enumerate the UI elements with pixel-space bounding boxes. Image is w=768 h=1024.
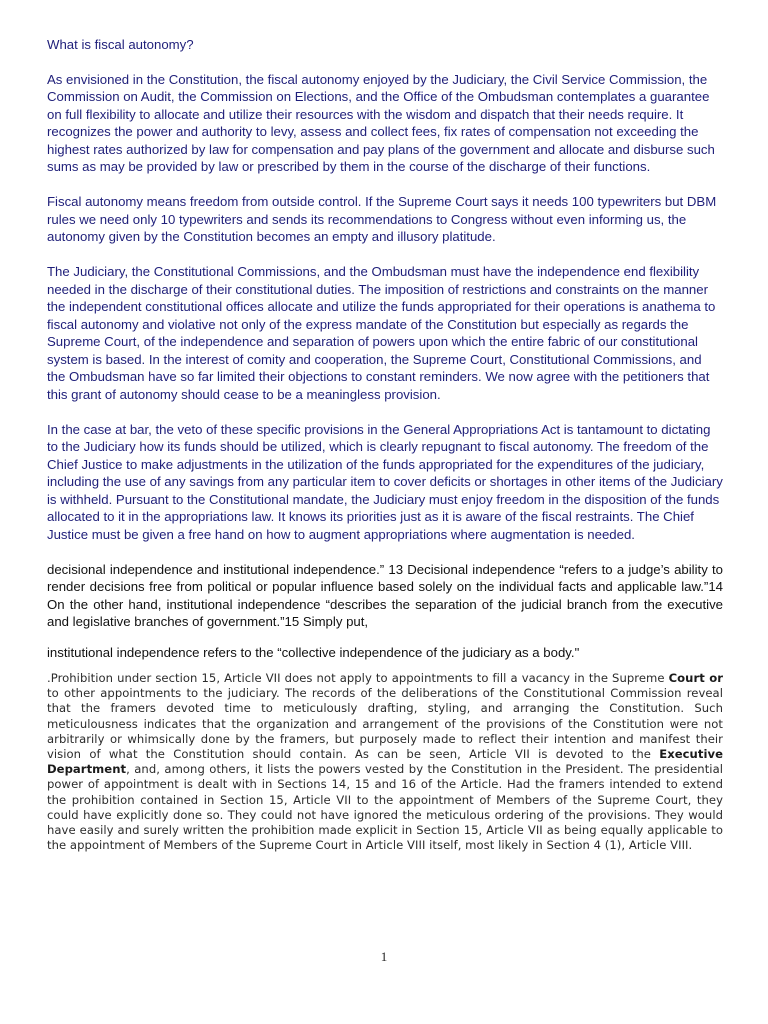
prohibition-text-3: , and, among others, it lists the powers vested by the Constitution in the President. The presidential power of appointment is dealt with in Sections 14, 15 and 16 of the Article. Had the framers intended to extend the prohibition contained in Section 15, Article VII to the appointment of Members of the Supreme Court, they could have explicitly done so. They could not have ignored the meticulous ordering of the provisions. They would have easily and surely written the prohibition made explicit in Section 15, Article VII as being equally applicable to the appointment of Members of the Supreme Court in Article VIII itself, most likely in Section 4 (1), Article VIII. <box>47 762 723 853</box>
page-number: 1 <box>380 949 388 964</box>
prohibition-text-2: to other appointments to the judiciary. The records of the deliberations of the Constitutional Commission reveal that the framers devoted time to meticulously drafting, styling, and arranging the Constitution. Such meticulousness indicates that the organization and arrangement of the provisions of the Constitution were not arbitrarily or whimsically done by the framers, but purposely made to reflect their intention and manifest their vision of what the Constitution should contain. As can be seen, Article VII is devoted to the <box>47 686 723 762</box>
paragraph-prohibition-section-15 <box>47 671 723 853</box>
prohibition-bold-court: Court or <box>668 671 724 685</box>
paragraph-freedom-from-control: Fiscal autonomy means freedom from outside control. If the Supreme Court says it needs 100 typewriters but DBM rules we need only 10 typewriters and sends its recommendations to Congress without even informing us, the autonomy given by the Constitution becomes an empty and illusory platitude. <box>47 194 717 244</box>
prohibition-bold-executive: Executive Department <box>47 747 723 777</box>
paragraph-decisional-independence: decisional independence and institutional independence.” 13 Decisional independence “refers to a judge’s ability to render decisions free from political or popular influence based solely on the individual facts and applicable law.”14 On the other hand, institutional independence “describes the separation of the judicial branch from the executive and legislative branches of government.”15 Simply put, <box>47 561 723 629</box>
paragraph-case-at-bar: In the case at bar, the veto of these specific provisions in the General Appropriations Act is tantamount to dictating to the Judiciary how its funds should be utilized, which is clearly repugnant to fiscal autonomy. The freedom of the Chief Justice to make adjustments in the utilization of the funds appropriated for the expenditures of the judiciary, including the use of any savings from any particular item to cover deficits or shortages in other items of the Judiciary is withheld. Pursuant to the Constitutional mandate, the Judiciary must enjoy freedom in the disposition of the funds allocated to it in the appropriations law. It knows its priorities just as it is aware of the fiscal restraints. The Chief Justice must be given a free hand on how to augment appropriations where augmentation is needed. <box>47 421 723 542</box>
paragraph-institutional-independence: institutional independence refers to the “collective independence of the judiciary as a body." <box>47 644 580 660</box>
prohibition-text-1: .Prohibition under section 15, Article VII does not apply to appointments to fill a vacancy in the Supreme <box>47 671 669 685</box>
paragraph-fiscal-autonomy-definition: As envisioned in the Constitution, the fiscal autonomy enjoyed by the Judiciary, the Civil Service Commission, the Commission on Audit, the Commission on Elections, and the Office of the Ombudsman contemplates a guarantee on full flexibility to allocate and utilize their resources with the wisdom and dispatch that their needs require. It recognizes the power and authority to levy, assess and collect fees, fix rates of compensation not exceeding the highest rates authorized by law for compensation and pay plans of the government and allocate and disburse such sums as may be provided by law or prescribed by them in the course of the discharge of their functions. <box>47 71 715 174</box>
question-heading: What is fiscal autonomy? <box>47 37 194 52</box>
paragraph-independence-flexibility: The Judiciary, the Constitutional Commissions, and the Ombudsman must have the independence end flexibility needed in the discharge of their constitutional duties. The imposition of restrictions and constraints on the manner the independent constitutional offices allocate and utilize the funds appropriated for their operations is anathema to fiscal autonomy and violative not only of the express mandate of the Constitution but especially as regards the Supreme Court, of the independence and separation of powers upon which the entire fabric of our constitutional system is based. In the interest of comity and cooperation, the Supreme Court, Constitutional Commissions, and the Ombudsman have so far limited their objections to constant reminders. We now agree with the petitioners that this grant of autonomy should cease to be a meaningless provision. <box>47 264 716 402</box>
document-page <box>47 36 723 853</box>
